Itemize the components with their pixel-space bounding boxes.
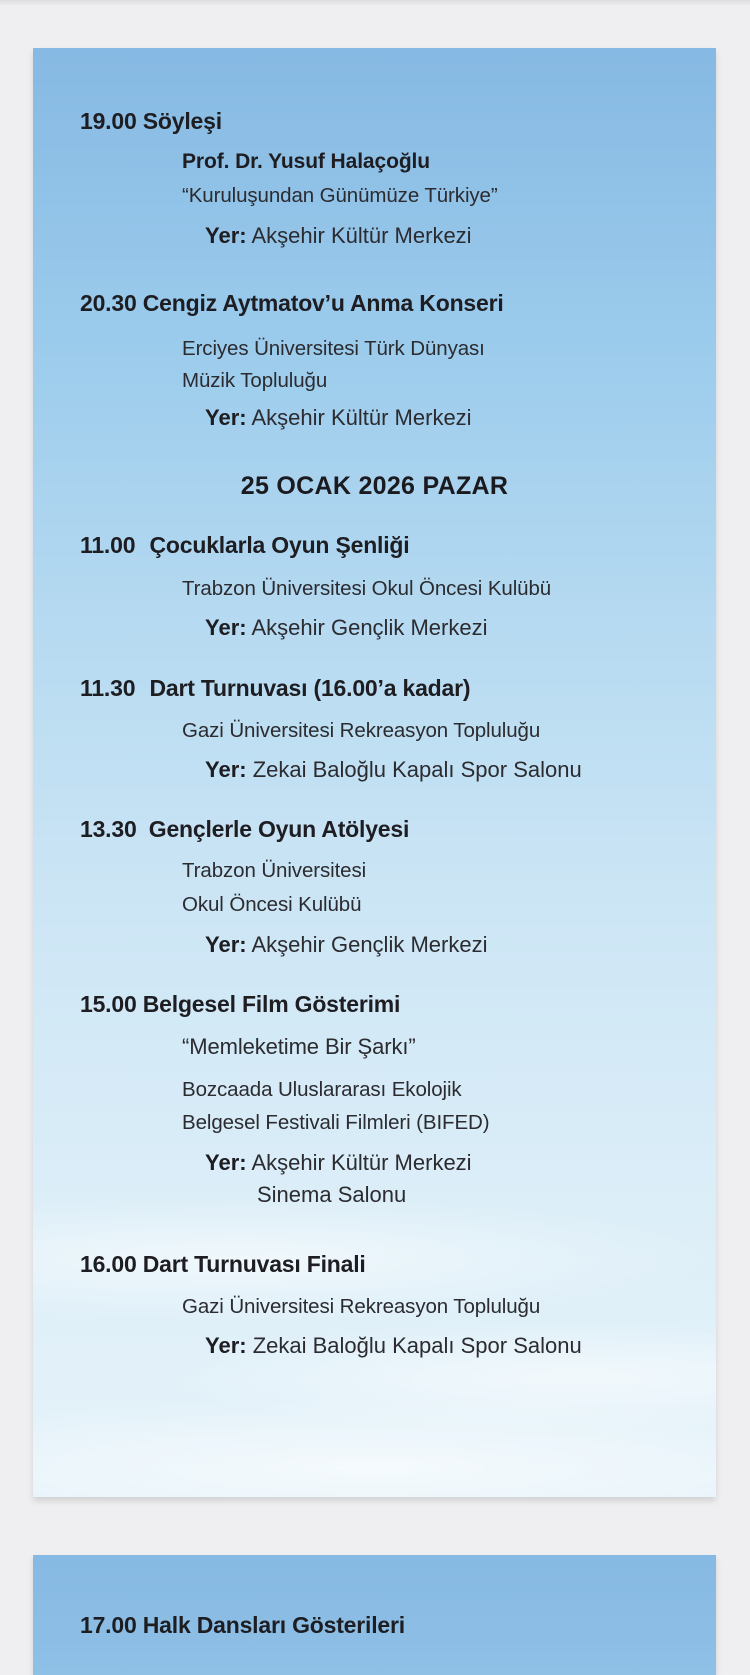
event-heading bbox=[80, 108, 700, 135]
event-time: 16.00 bbox=[80, 1251, 137, 1277]
event-time: 15.00 bbox=[80, 991, 137, 1017]
venue-label: Yer: bbox=[205, 1333, 247, 1358]
venue-label: Yer: bbox=[205, 223, 247, 248]
venue-name: Akşehir Kültür Merkezi bbox=[251, 223, 472, 248]
event-genclerle-oyun bbox=[80, 816, 700, 843]
event-time: 19.00 bbox=[80, 108, 137, 134]
event-venue bbox=[205, 932, 487, 958]
event-detail: Okul Öncesi Kulübü bbox=[182, 893, 362, 916]
event-heading bbox=[80, 1251, 700, 1278]
venue-name: Akşehir Gençlik Merkezi bbox=[251, 615, 488, 640]
event-venue bbox=[205, 757, 582, 783]
event-venue bbox=[205, 615, 487, 641]
program-card-next bbox=[33, 1555, 716, 1675]
event-detail: Trabzon Üniversitesi Okul Öncesi Kulübü bbox=[182, 577, 552, 600]
venue-label: Yer: bbox=[205, 615, 247, 640]
event-heading bbox=[80, 532, 700, 559]
event-speaker: Prof. Dr. Yusuf Halaçoğlu bbox=[182, 150, 431, 173]
venue-name: Akşehir Kültür Merkezi bbox=[251, 1150, 472, 1175]
event-detail: Trabzon Üniversitesi bbox=[182, 859, 367, 882]
status-bar-shadow bbox=[0, 0, 750, 6]
event-detail: Gazi Üniversitesi Rekreasyon Topluluğu bbox=[182, 1295, 541, 1318]
event-venue bbox=[205, 1150, 472, 1176]
venue-label: Yer: bbox=[205, 932, 247, 957]
event-halk-danslari bbox=[80, 1612, 700, 1639]
event-title: Dart Turnuvası Finali bbox=[142, 1251, 366, 1277]
event-title: Halk Dansları Gösterileri bbox=[142, 1612, 405, 1638]
event-detail: “Kuruluşundan Günümüze Türkiye” bbox=[182, 184, 498, 207]
event-heading bbox=[80, 991, 700, 1018]
event-detail: Bozcaada Uluslararası Ekolojik bbox=[182, 1078, 462, 1101]
venue-label: Yer: bbox=[205, 757, 247, 782]
event-title: Gençlerle Oyun Atölyesi bbox=[148, 816, 410, 842]
event-time: 11.30 bbox=[80, 675, 136, 701]
event-time: 11.00 bbox=[80, 532, 136, 558]
event-detail: Erciyes Üniversitesi Türk Dünyası bbox=[182, 337, 485, 360]
venue-label: Yer: bbox=[205, 1150, 247, 1175]
event-film-title: “Memleketime Bir Şarkı” bbox=[182, 1034, 416, 1059]
event-heading bbox=[80, 816, 700, 843]
event-title: Cengiz Aytmatov’u Anma Konseri bbox=[142, 290, 504, 316]
event-venue bbox=[205, 1333, 582, 1359]
venue-name: Zekai Baloğlu Kapalı Spor Salonu bbox=[252, 757, 582, 782]
event-title: Çocuklarla Oyun Şenliği bbox=[149, 532, 410, 558]
day-header: 25 OCAK 2026 PAZAR bbox=[240, 472, 509, 500]
event-detail: Gazi Üniversitesi Rekreasyon Topluluğu bbox=[182, 719, 541, 742]
event-title: Söyleşi bbox=[142, 108, 222, 134]
event-title: Belgesel Film Gösterimi bbox=[142, 991, 401, 1017]
event-time: 13.30 bbox=[80, 816, 137, 842]
event-belgesel bbox=[80, 991, 700, 1018]
event-heading bbox=[80, 675, 700, 702]
event-venue bbox=[205, 405, 472, 431]
event-cocuk-oyun bbox=[80, 532, 700, 559]
program-card bbox=[33, 48, 716, 1497]
event-heading bbox=[80, 1612, 700, 1639]
event-title: Dart Turnuvası (16.00’a kadar) bbox=[149, 675, 471, 701]
event-venue-line2: Sinema Salonu bbox=[257, 1182, 407, 1207]
event-time: 20.30 bbox=[80, 290, 137, 316]
venue-name: Zekai Baloğlu Kapalı Spor Salonu bbox=[252, 1333, 582, 1358]
event-dart-turnuvasi bbox=[80, 675, 700, 702]
venue-label: Yer: bbox=[205, 405, 247, 430]
event-time: 17.00 bbox=[80, 1612, 137, 1638]
venue-name: Akşehir Kültür Merkezi bbox=[251, 405, 472, 430]
event-dart-finali bbox=[80, 1251, 700, 1278]
event-soylesi bbox=[80, 108, 700, 135]
event-heading bbox=[80, 290, 700, 317]
event-detail: Belgesel Festivali Filmleri (BIFED) bbox=[182, 1111, 490, 1134]
venue-name: Akşehir Gençlik Merkezi bbox=[251, 932, 488, 957]
event-detail: Müzik Topluluğu bbox=[182, 369, 328, 392]
event-venue bbox=[205, 223, 472, 249]
event-konser bbox=[80, 290, 700, 317]
